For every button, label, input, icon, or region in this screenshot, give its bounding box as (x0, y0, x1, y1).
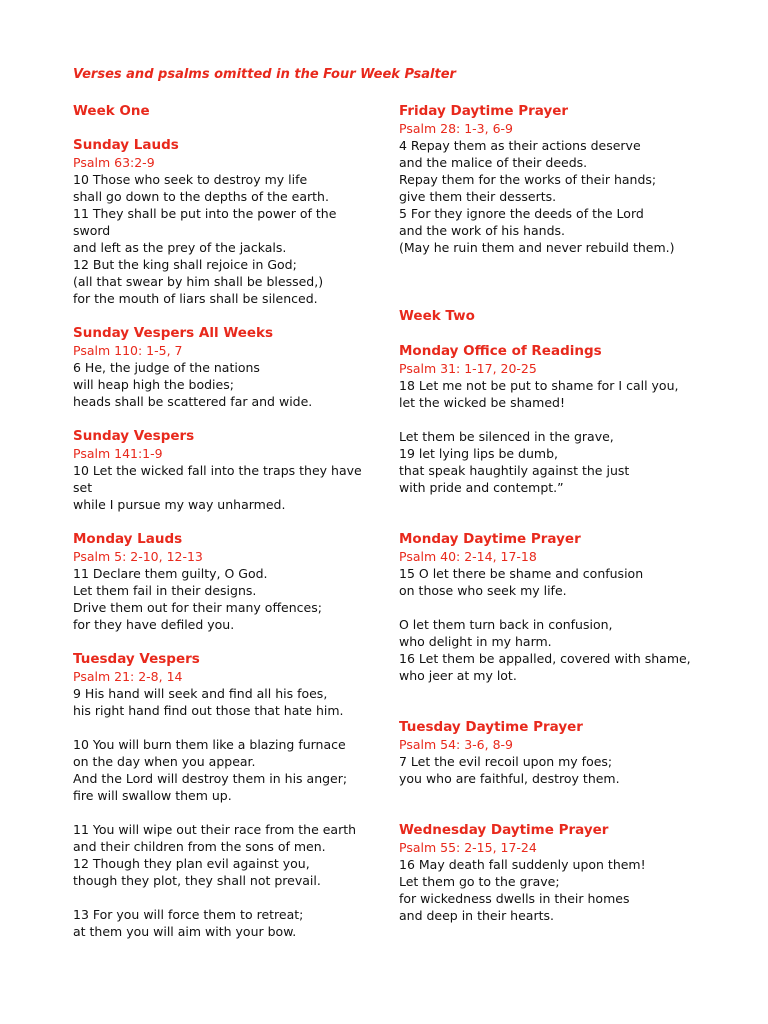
section-heading: Tuesday Daytime Prayer (399, 719, 583, 735)
verse-line: 19 let lying lips be dumb, (399, 446, 558, 461)
psalm-section (399, 102, 699, 256)
page-title: Verses and psalms omitted in the Four Week Psalter (73, 67, 456, 82)
verse-line: Drive them out for their many offences; (73, 600, 322, 615)
verse-line: 11 They shall be put into the power of the (73, 206, 337, 221)
verse-line: heads shall be scattered far and wide. (73, 394, 313, 409)
verse-line: at them you will aim with your bow. (73, 924, 297, 939)
psalm-section (399, 342, 699, 496)
section-heading: Sunday Vespers All Weeks (73, 325, 274, 341)
verse-line: on those who seek my life. (399, 583, 567, 598)
verse-line: 11 You will wipe out their race from the earth (73, 822, 357, 837)
psalm-section (399, 530, 699, 684)
right-column (399, 102, 699, 924)
verse-line: fire will swallow them up. (73, 788, 232, 803)
week-heading: Week Two (399, 308, 475, 324)
verse-line: Repay them for the works of their hands; (399, 172, 657, 187)
psalm-reference: Psalm 110: 1-5, 7 (73, 343, 183, 358)
verse-line: for they have defiled you. (73, 617, 235, 632)
verse-line: and deep in their hearts. (399, 908, 554, 923)
verse-line: and their children from the sons of men. (73, 839, 326, 854)
verse-line: 12 Though they plan evil against you, (73, 856, 310, 871)
psalm-section (73, 427, 373, 513)
section-heading: Monday Office of Readings (399, 343, 602, 359)
psalm-reference: Psalm 63:2-9 (73, 155, 155, 170)
verse-line: Let them be silenced in the grave, (399, 429, 614, 444)
verse-line: (May he ruin them and never rebuild them.) (399, 240, 675, 255)
verse-line: that speak haughtily against the just (399, 463, 630, 478)
section-heading: Friday Daytime Prayer (399, 103, 569, 119)
stanza-break (73, 804, 373, 821)
section-heading: Wednesday Daytime Prayer (399, 822, 609, 838)
verse-line: 13 For you will force them to retreat; (73, 907, 304, 922)
psalm-reference: Psalm 141:1-9 (73, 446, 163, 461)
verse-line: shall go down to the depths of the earth. (73, 189, 329, 204)
verse-line: on the day when you appear. (73, 754, 256, 769)
verse-line: 10 You will burn them like a blazing furnace (73, 737, 346, 752)
psalm-section (73, 324, 373, 410)
verse-line: 12 But the king shall rejoice in God; (73, 257, 297, 272)
verse-line: 7 Let the evil recoil upon my foes; (399, 754, 613, 769)
verse-line: Let them go to the grave; (399, 874, 560, 889)
section-heading: Sunday Lauds (73, 137, 179, 153)
section-heading: Monday Daytime Prayer (399, 531, 581, 547)
verse-line: give them their desserts. (399, 189, 557, 204)
verse-line: 11 Declare them guilty, O God. (73, 566, 268, 581)
verse-line: 6 He, the judge of the nations (73, 360, 260, 375)
psalm-section (399, 821, 699, 924)
psalm-section (73, 136, 373, 307)
verse-line: 16 May death fall suddenly upon them! (399, 857, 646, 872)
verse-line: for wickedness dwells in their homes (399, 891, 630, 906)
verse-line: let the wicked be shamed! (399, 395, 565, 410)
stanza-break (399, 411, 699, 428)
verse-line: and the work of his hands. (399, 223, 566, 238)
verse-line: with pride and contempt.” (399, 480, 564, 495)
verse-line: (all that swear by him shall be blessed,) (73, 274, 324, 289)
verse-line: sword (73, 223, 111, 238)
verse-line: who jeer at my lot. (399, 668, 517, 683)
verse-line: you who are faithful, destroy them. (399, 771, 620, 786)
psalm-reference: Psalm 31: 1-17, 20-25 (399, 361, 537, 376)
section-heading: Tuesday Vespers (73, 651, 200, 667)
psalm-reference: Psalm 54: 3-6, 8-9 (399, 737, 513, 752)
stanza-break (73, 719, 373, 736)
right-top-sections (399, 102, 699, 256)
verse-line: and the malice of their deeds. (399, 155, 588, 170)
verse-line: 16 Let them be appalled, covered with shame, (399, 651, 691, 666)
verse-line: 15 O let there be shame and confusion (399, 566, 644, 581)
psalm-reference: Psalm 55: 2-15, 17-24 (399, 840, 537, 855)
verse-line: his right hand find out those that hate him. (73, 703, 344, 718)
verse-line: 10 Those who seek to destroy my life (73, 172, 308, 187)
verse-line: 5 For they ignore the deeds of the Lord (399, 206, 644, 221)
verse-line: for the mouth of liars shall be silenced. (73, 291, 318, 306)
verse-line: who delight in my harm. (399, 634, 552, 649)
psalm-section (399, 718, 699, 787)
verse-line: and left as the prey of the jackals. (73, 240, 287, 255)
verse-line: though they plot, they shall not prevail. (73, 873, 321, 888)
psalm-section (73, 530, 373, 633)
verse-line: set (73, 480, 93, 495)
verse-line: And the Lord will destroy them in his anger; (73, 771, 348, 786)
section-heading: Sunday Vespers (73, 428, 195, 444)
right-sections (399, 342, 699, 924)
left-sections (73, 136, 373, 940)
verse-line: 10 Let the wicked fall into the traps they have (73, 463, 362, 478)
left-column (73, 102, 373, 940)
psalm-section (73, 650, 373, 940)
stanza-break (399, 599, 699, 616)
verse-line: 18 Let me not be put to shame for I call you, (399, 378, 679, 393)
stanza-break (73, 889, 373, 906)
verse-line: 4 Repay them as their actions deserve (399, 138, 641, 153)
psalm-reference: Psalm 40: 2-14, 17-18 (399, 549, 537, 564)
verse-line: O let them turn back in confusion, (399, 617, 613, 632)
section-heading: Monday Lauds (73, 531, 183, 547)
verse-line: Let them fail in their designs. (73, 583, 257, 598)
psalm-reference: Psalm 21: 2-8, 14 (73, 669, 183, 684)
week-heading: Week One (73, 103, 150, 119)
psalm-reference: Psalm 28: 1-3, 6-9 (399, 121, 513, 136)
psalm-reference: Psalm 5: 2-10, 12-13 (73, 549, 203, 564)
verse-line: while I pursue my way unharmed. (73, 497, 286, 512)
verse-line: 9 His hand will seek and find all his foes, (73, 686, 328, 701)
verse-line: will heap high the bodies; (73, 377, 234, 392)
